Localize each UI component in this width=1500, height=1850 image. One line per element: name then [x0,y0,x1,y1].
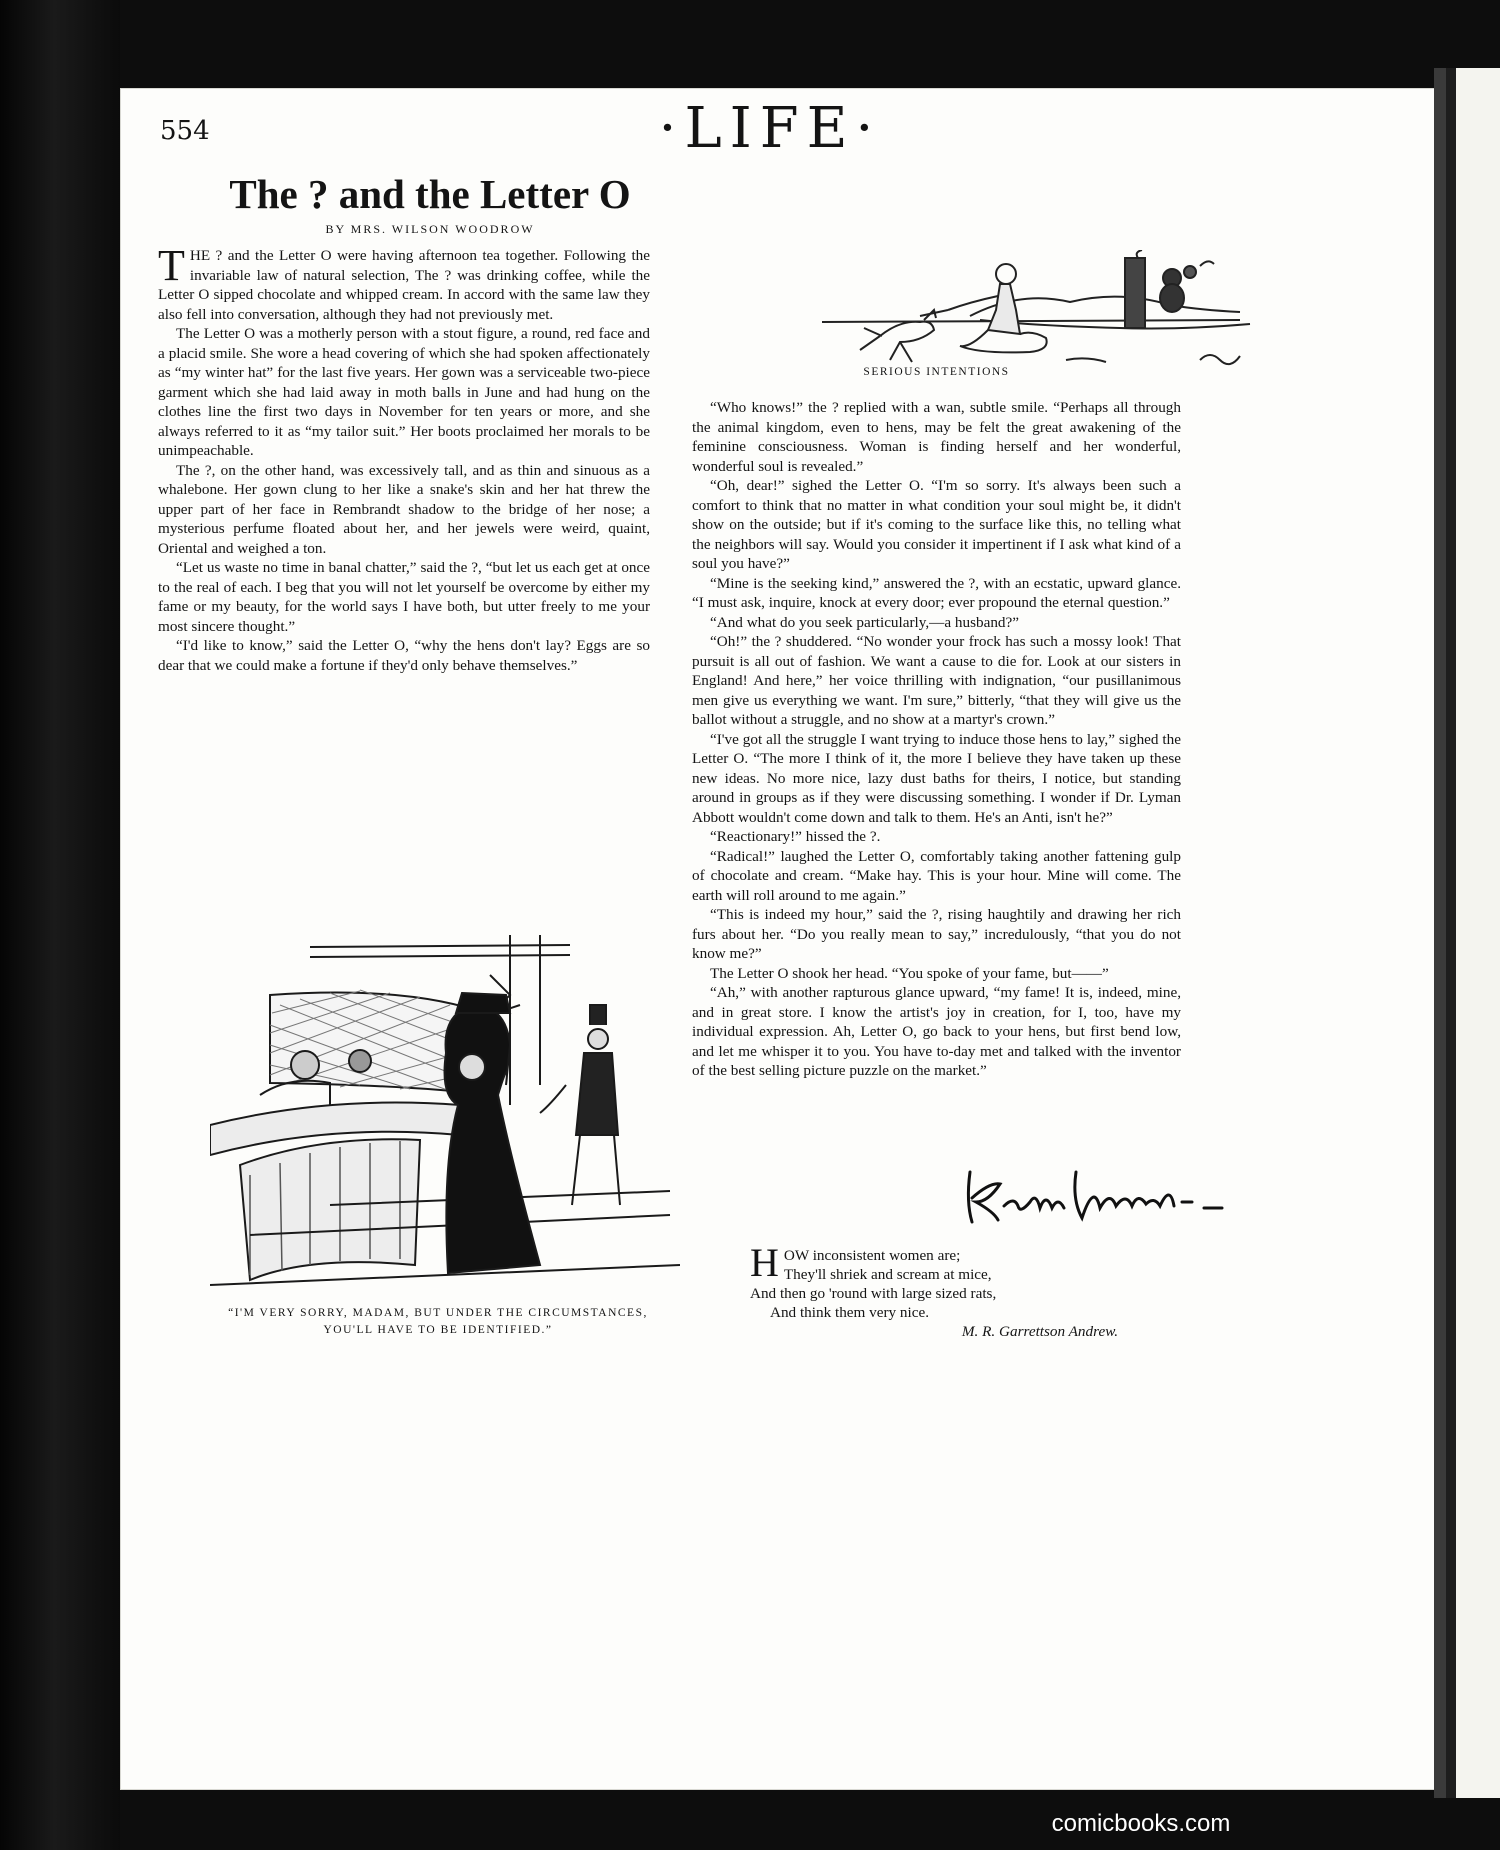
poem-drop-cap: H [750,1240,779,1285]
article-paragraph: “Radical!” laughed the Letter O, comfortably taking another fattening gulp of chocolate and cream. “Make hay. This is your hour. Mine will come. The earth will roll around to me again.” [692,847,1181,904]
poem-attribution: M. R. Garrettson Andrew. [961,1323,1118,1340]
dog-walk-caption: SERIOUS INTENTIONS [863,366,1010,378]
article-paragraph: The Letter O shook her head. “You spoke of your fame, but——” [710,964,1109,982]
article-paragraph: “Oh, dear!” sighed the Letter O. “I'm so sorry. It's always been such a comfort to think that no matter in what condition your soul might be, it didn't show on the outside; but if it's coming to the surface like this, no telling what the neighbors will say. Would you consider it impertinent if I ask what kind of a soul you have?” [692,477,1181,572]
article-paragraph: THE ? and the Letter O were having afternoon tea together. Following the invariable law of natural selection, The ? was drinking coffee, while the Letter O sipped chocolate and whipped cream. In accord with the same law they also fell into conversation, although they had not previously met. [158,241,650,323]
article-paragraph: The ?, on the other hand, was excessively tall, and as thin and sinuous as a whalebone. Her gown clung to her like a snake's skin and her hat threw the upper part of her face in Rembrandt shadow to the bridge of her nose; a mysterious perfume floated about her, and her jewels were weird, quaint, Oriental and weighed a ton. [158,461,650,557]
author-signature [960,1162,1240,1232]
poem [750,1240,1130,1341]
poem-line: And think them very nice. [770,1304,930,1321]
bank-teller-caption: “I'M VERY SORRY, MADAM, BUT UNDER THE CIRCUMSTANCES, YOU'LL HAVE TO BE IDENTIFIED.” [228,1307,648,1336]
article-title: The ? and the Letter O [229,171,631,217]
article-paragraph: “Let us waste no time in banal chatter,” said the ?, “but let us each get at once to the real of each. I beg that you will not let yourself be overcome by either my fame or my beauty, for the world says I have both, but utter freely to me your most sincere thought.” [158,559,650,635]
article-paragraph: “Oh!” the ? shuddered. “No wonder your frock has such a mossy look! That pursuit is all out of fashion. We want a cause to die for. Look at our sisters in England! And here,” her voice thrilling with indignation, “our pusillanimous men give us everything we want. I'm sure,” bitterly, “that they will give us the ballot without a struggle, and no show at a martyr's crown.” [692,633,1181,728]
poem-line: They'll shriek and scream at mice, [783,1266,992,1283]
page-number: 554 [160,116,210,146]
article-paragraph: “I'd like to know,” said the Letter O, “why the hens don't lay? Eggs are so dear that we could make a fortune if they'd only behave themselves.” [158,637,650,674]
article-left-column [158,241,650,675]
drop-cap: T [158,241,185,290]
article-paragraph: “Ah,” with another rapturous glance upward, “my fame! It is, indeed, mine, and in great store. I know the artist's joy in creation, for I, too, have my individual expression. Ah, Letter O, go back to your hens, but first bend low, and let me whisper it to you. You have to-day met and talked with the inventor of the best selling picture puzzle on the market.” [692,984,1181,1079]
article-paragraph: “This is indeed my hour,” said the ?, rising haughtily and drawing her rich furs about her. “Do you really mean to say,” incredulously, “that you do not know me?” [692,906,1181,962]
next-page-edge [1446,68,1500,1798]
article-paragraph: “Mine is the seeking kind,” answered the ?, with an ecstatic, upward glance. “I must ask, inquire, knock at every door; ever propound the eternal question.” [692,574,1181,611]
scan-left-border [0,0,120,1850]
article-paragraph: “Who knows!” the ? replied with a wan, subtle smile. “Perhaps all through the animal kingdom, even to hens, may be felt the great awakening of the feminine consciousness. Woman is finding herself and her wonderful, wonderful soul is revealed.” [692,399,1181,475]
site-watermark: comicbooks.com [1051,1810,1231,1837]
poem-line: And then go 'round with large sized rats, [750,1285,997,1302]
article-byline: BY MRS. WILSON WOODROW [325,222,535,236]
article-paragraph: The Letter O was a motherly person with a stout figure, a round, red face and a placid smile. She wore a head covering of which she had spoken affectionately as “my winter hat” for the last five years. Her gown was a serviceable two-piece garment which she had laid away in moth balls in June and had hung on the clothes line the first two days in November for ten years or more, and she always referred to it as “my tailor suit.” Her boots proclaimed her morals to be unimpeachable. [158,325,650,459]
article-right-column [692,398,1181,1081]
dog-walk-illustration [820,250,1300,420]
article-paragraph: “Reactionary!” hissed the ?. [710,828,881,845]
page-spine [1434,68,1446,1798]
poem-line: HOW inconsistent women are; [750,1240,961,1285]
article-paragraph: “I've got all the struggle I want trying to induce those hens to lay,” sighed the Letter O. “The more I think of it, the more I believe they have taken up these new ideas. No more nice, lazy dust baths for theirs, I notice, but standing around in groups as if they were discussing something. I wonder if Dr. Lyman Abbott wouldn't come down and talk to them. He's an Anti, isn't he?” [692,730,1181,826]
article-paragraph: “And what do you seek particularly,—a husband?” [710,613,1019,631]
bank-teller-illustration [210,935,680,1290]
masthead: ·LIFE· [658,96,882,161]
